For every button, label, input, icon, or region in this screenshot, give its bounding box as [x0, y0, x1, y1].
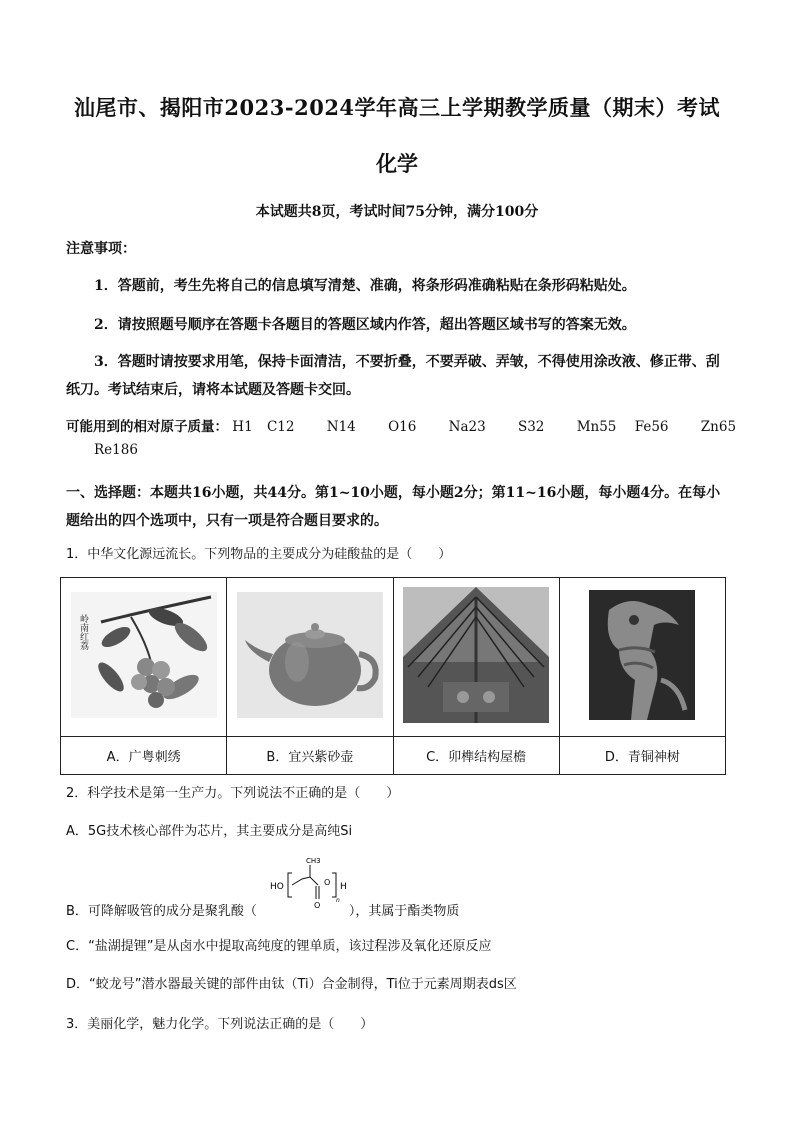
q2-stem: 2．科学技术是第一生产力。下列说法不正确的是（ ）: [66, 786, 400, 801]
element-h: H1: [232, 419, 253, 435]
atomic-mass-label: 可能用到的相对原子质量：: [66, 419, 228, 435]
formula-ester-o: O: [324, 878, 331, 887]
q2-option-b-suffix: ），其属于酯类物质: [348, 904, 460, 919]
formula-h: H: [340, 882, 347, 892]
q1-stem: 1．中华文化源远流长。下列物品的主要成分为硅酸盐的是（ ）: [66, 547, 452, 562]
option-b-image-cell: [227, 578, 393, 737]
element-fe: Fe56: [634, 419, 669, 435]
q2-option-b-prefix: B．可降解吸管的成分是聚乳酸（: [66, 904, 257, 919]
section-heading: 一、选择题：本题共16小题，共44分。第1~10小题，每小题2分；第11~16小题，每小题4分。在每小题给出的四个选项中，只有一项是符合题目要求的。: [66, 485, 721, 529]
polylactic-acid-formula: [268, 855, 348, 911]
q1-options-table: [60, 577, 726, 775]
q2-option-d: D．“蛟龙号”潜水器最关键的部件由钛（Ti）合金制得，Ti位于元素周期表ds区: [66, 977, 517, 992]
element-zn: Zn65: [700, 419, 737, 435]
bronze-tree-image: [589, 590, 695, 720]
subject-title: 化学: [376, 151, 418, 176]
option-b-label: B．宜兴紫砂壶: [227, 737, 393, 775]
q2-option-b: [66, 900, 459, 919]
formula-ch3: CH3: [306, 857, 321, 865]
option-c-image-cell: [393, 578, 559, 737]
element-o: O16: [388, 419, 417, 435]
notice-item-1: 1．答题前，考生先将自己的信息填写清楚、准确，将条形码准确粘贴在条形码粘贴处。: [94, 278, 636, 294]
option-a-image-cell: [61, 578, 227, 737]
option-d-image-cell: [559, 578, 725, 737]
option-c-label: C．卯榫结构屋檐: [393, 737, 559, 775]
embroidery-inscription: 岭南红荔: [77, 614, 88, 650]
element-mn: Mn55: [576, 419, 617, 435]
q2-option-c: C．“盐湖提锂”是从卤水中提取高纯度的锂单质，该过程涉及氧化还原反应: [66, 939, 492, 954]
option-d-label: D．青铜神树: [559, 737, 725, 775]
q3-stem: 3．美丽化学，魅力化学。下列说法正确的是（ ）: [66, 1017, 374, 1032]
exam-title: 汕尾市、揭阳市2023-2024学年高三上学期教学质量（期末）考试: [73, 95, 721, 120]
formula-carbonyl-o: O: [314, 901, 321, 910]
formula-n: n: [336, 897, 340, 904]
element-n: N14: [326, 419, 356, 435]
eaves-image: [403, 587, 549, 723]
lychee-embroidery-image: [71, 592, 217, 718]
option-a-label: A．广粤刺绣: [61, 737, 227, 775]
formula-ho: HO: [270, 882, 284, 892]
q2-option-a: A．5G技术核心部件为芯片，其主要成分是高纯Si: [66, 824, 353, 839]
element-re: Re186: [94, 442, 138, 458]
element-na: Na23: [448, 419, 486, 435]
exam-info: 本试题共8页，考试时间75分钟，满分100分: [255, 204, 539, 220]
notice-item-3: 3．答题时请按要求用笔，保持卡面清洁，不要折叠，不要弄破、弄皱，不得使用涂改液、修正带、刮纸刀。考试结束后，请将本试题及答题卡交回。: [66, 354, 720, 398]
notice-heading: 注意事项：: [66, 241, 136, 257]
notice-item-2: 2．请按照题号顺序在答题卡各题目的答题区域内作答，超出答题区域书写的答案无效。: [94, 317, 636, 333]
element-c: C12: [266, 419, 295, 435]
atomic-mass-line: [66, 415, 736, 435]
teapot-image: [237, 592, 383, 718]
element-s: S32: [517, 419, 545, 435]
